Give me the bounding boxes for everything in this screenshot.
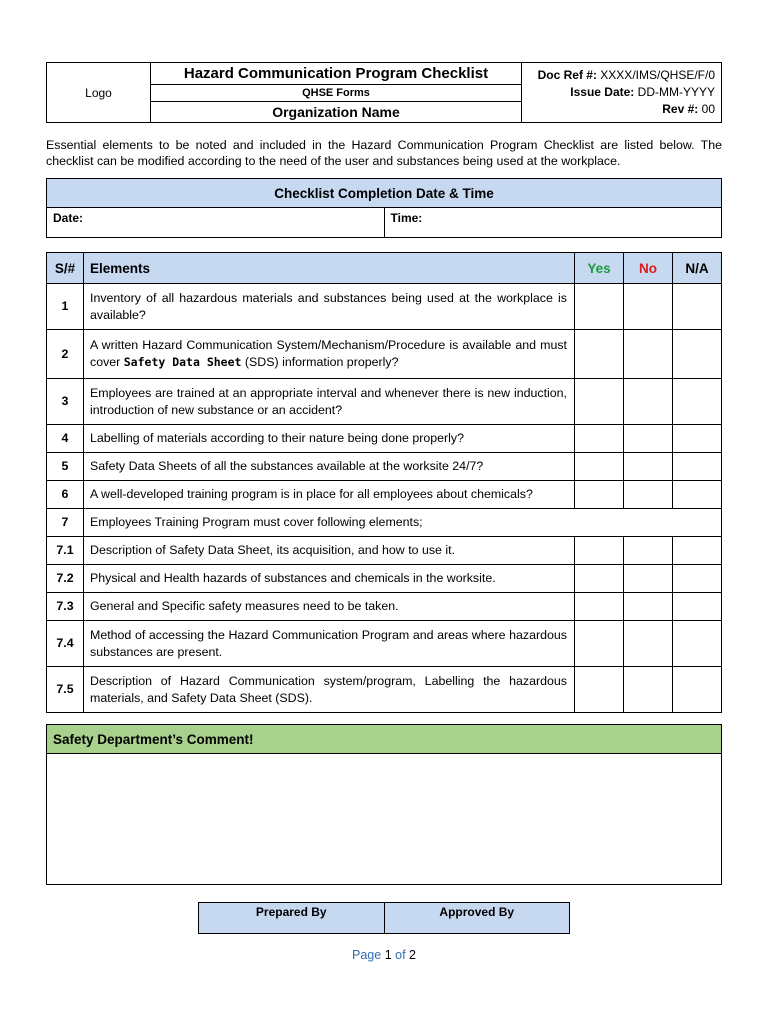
col-header-no: No [624, 253, 673, 284]
table-row [47, 425, 722, 453]
table-row [47, 453, 722, 481]
row-number: 1 [47, 284, 84, 330]
no-checkbox-cell[interactable] [624, 593, 673, 621]
na-checkbox-cell[interactable] [673, 330, 722, 379]
table-row [47, 330, 722, 379]
header-title-block [151, 63, 522, 123]
yes-checkbox-cell[interactable] [575, 565, 624, 593]
logo-text: Logo [85, 85, 112, 100]
no-checkbox-cell[interactable] [624, 667, 673, 713]
page-footer [0, 948, 768, 962]
completion-table [46, 178, 722, 238]
no-checkbox-cell[interactable] [624, 284, 673, 330]
no-checkbox-cell[interactable] [624, 425, 673, 453]
signature-table [198, 902, 570, 934]
rev-value: 00 [701, 102, 715, 116]
row-number: 7.4 [47, 621, 84, 667]
na-checkbox-cell[interactable] [673, 667, 722, 713]
col-header-number: S/# [47, 253, 84, 284]
no-checkbox-cell[interactable] [624, 537, 673, 565]
logo-placeholder [47, 63, 151, 123]
date-field[interactable] [47, 208, 385, 238]
row-number: 7.5 [47, 667, 84, 713]
row-number: 7.2 [47, 565, 84, 593]
table-row [47, 284, 722, 330]
page-total: 2 [409, 948, 416, 962]
row-element-text: Method of accessing the Hazard Communication Program and areas where hazardous substances are present. [84, 621, 575, 667]
na-checkbox-cell[interactable] [673, 621, 722, 667]
yes-checkbox-cell[interactable] [575, 537, 624, 565]
page-word: Page [352, 948, 382, 962]
yes-checkbox-cell[interactable] [575, 593, 624, 621]
table-row [47, 537, 722, 565]
yes-checkbox-cell[interactable] [575, 379, 624, 425]
comment-title: Safety Department’s Comment! [47, 725, 722, 754]
no-checkbox-cell[interactable] [624, 330, 673, 379]
row-element-text [84, 330, 575, 379]
row-number: 6 [47, 481, 84, 509]
row-number: 7 [47, 509, 84, 537]
row-element-text: Employees are trained at an appropriate interval and whenever there is new induction, introduction of new substance or an accident? [84, 379, 575, 425]
time-field[interactable] [384, 208, 722, 238]
prepared-by-cell[interactable]: Prepared By [199, 903, 385, 934]
revision [522, 101, 715, 118]
na-checkbox-cell[interactable] [673, 425, 722, 453]
row-number: 5 [47, 453, 84, 481]
table-row [47, 509, 722, 537]
row-element-text: Description of Hazard Communication system/program, Labelling the hazardous materials, and Safety Data Sheet (SDS). [84, 667, 575, 713]
yes-checkbox-cell[interactable] [575, 481, 624, 509]
na-checkbox-cell[interactable] [673, 593, 722, 621]
doc-ref-value: XXXX/IMS/QHSE/F/0 [600, 68, 715, 82]
yes-checkbox-cell[interactable] [575, 667, 624, 713]
organization-name: Organization Name [272, 104, 400, 120]
document-header [46, 62, 722, 123]
na-checkbox-cell[interactable] [673, 481, 722, 509]
no-checkbox-cell[interactable] [624, 481, 673, 509]
comment-area[interactable] [47, 754, 722, 885]
comment-table [46, 724, 722, 885]
no-checkbox-cell[interactable] [624, 565, 673, 593]
intro-paragraph: Essential elements to be noted and included in the Hazard Communication Program Checklist are listed below. The checklist can be modified according to the need of the user and substances being used at the workplace. [46, 138, 722, 168]
row-element-text: General and Specific safety measures need to be taken. [84, 593, 575, 621]
yes-checkbox-cell[interactable] [575, 284, 624, 330]
rev-label: Rev #: [662, 102, 699, 116]
row-text-bold: Safety Data Sheet [123, 355, 242, 369]
row-element-text: Safety Data Sheets of all the substances available at the worksite 24/7? [84, 453, 575, 481]
na-checkbox-cell[interactable] [673, 379, 722, 425]
na-checkbox-cell[interactable] [673, 284, 722, 330]
table-row [47, 621, 722, 667]
issue-date [522, 84, 715, 101]
page-number: 1 [384, 948, 392, 962]
yes-checkbox-cell[interactable] [575, 453, 624, 481]
row-number: 4 [47, 425, 84, 453]
yes-checkbox-cell[interactable] [575, 425, 624, 453]
row-number: 2 [47, 330, 84, 379]
table-row [47, 565, 722, 593]
na-checkbox-cell[interactable] [673, 537, 722, 565]
table-row [47, 481, 722, 509]
document-reference-block [522, 63, 722, 123]
col-header-elements: Elements [84, 253, 575, 284]
issue-date-value: DD-MM-YYYY [637, 85, 715, 99]
table-row [47, 593, 722, 621]
row-number: 3 [47, 379, 84, 425]
document-title: Hazard Communication Program Checklist [151, 63, 521, 85]
of-word: of [395, 948, 406, 962]
row-element-text: Physical and Health hazards of substances and chemicals in the worksite. [84, 565, 575, 593]
col-header-yes: Yes [575, 253, 624, 284]
row-text-part: (SDS) information properly? [241, 355, 399, 369]
yes-checkbox-cell[interactable] [575, 330, 624, 379]
table-row [47, 379, 722, 425]
row-text-part: A written Hazard Communication System/Mechanism/Procedure is available and must cover [90, 338, 567, 369]
row-element-text: Inventory of all hazardous materials and substances being used at the workplace is available? [84, 284, 575, 330]
na-checkbox-cell[interactable] [673, 565, 722, 593]
row-element-text: A well-developed training program is in place for all employees about chemicals? [84, 481, 575, 509]
time-label: Time: [390, 211, 423, 225]
doc-ref-label: Doc Ref #: [537, 68, 597, 82]
completion-title: Checklist Completion Date & Time [47, 179, 722, 208]
row-element-text: Labelling of materials according to their nature being done properly? [84, 425, 575, 453]
issue-date-label: Issue Date: [570, 85, 635, 99]
no-checkbox-cell[interactable] [624, 379, 673, 425]
no-checkbox-cell[interactable] [624, 453, 673, 481]
col-header-na: N/A [673, 253, 722, 284]
row-number: 7.1 [47, 537, 84, 565]
yes-checkbox-cell[interactable] [575, 621, 624, 667]
row-element-text: Description of Safety Data Sheet, its acquisition, and how to use it. [84, 537, 575, 565]
doc-ref [522, 67, 715, 84]
table-row [47, 667, 722, 713]
row-number: 7.3 [47, 593, 84, 621]
row-element-text: Employees Training Program must cover following elements; [84, 509, 722, 537]
date-label: Date: [53, 211, 84, 225]
checklist-table [46, 252, 722, 713]
no-checkbox-cell[interactable] [624, 621, 673, 667]
document-subtitle: QHSE Forms [151, 85, 521, 102]
approved-by-cell[interactable]: Approved By [384, 903, 570, 934]
na-checkbox-cell[interactable] [673, 453, 722, 481]
